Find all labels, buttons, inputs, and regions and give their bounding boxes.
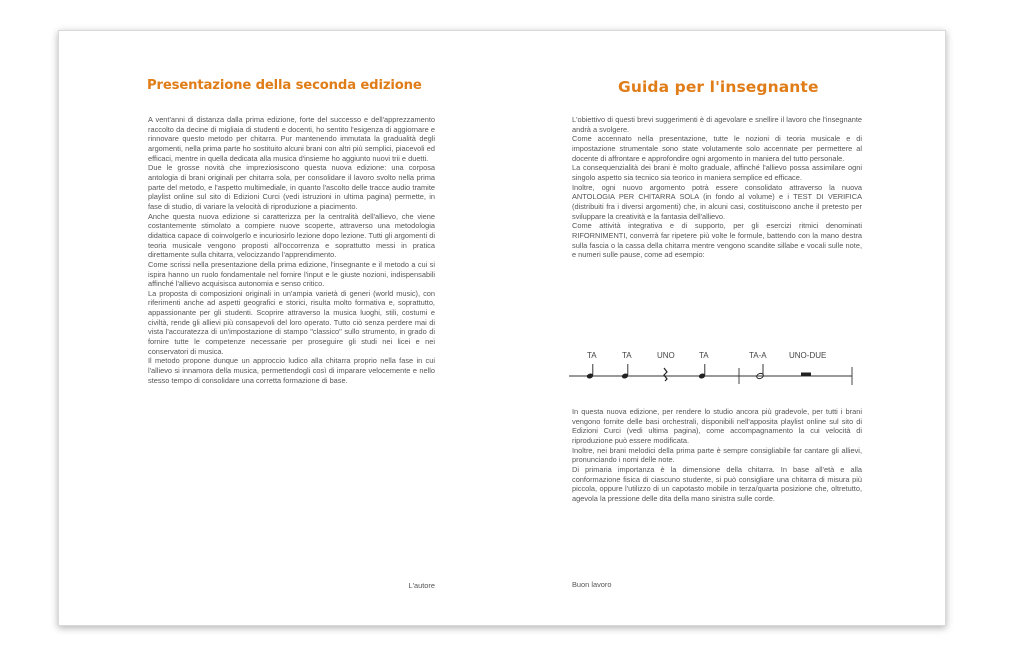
closing-remark: Buon lavoro bbox=[572, 580, 612, 589]
right-paragraph: Inoltre, ogni nuovo argomento potrà essere consolidato attraverso la nuova ANTOLOGIA PER CHITARRA SOLA (in fondo al volume) e i TEST DI VERIFICA (distribuiti fra i diversi argomenti) che, in alcuni casi, costituiscono anche il pretesto per sviluppare la creatività e la fantasia dell'allievo. bbox=[572, 182, 862, 221]
right-paragraph: Come accennato nella presentazione, tutte le nozioni di teoria musicale e di impostazione strumentale sono state volutamente solo accennate per permettere al docente di affrontare e approfondire ogni argomento in maniera del tutto personale. bbox=[572, 134, 862, 163]
left-page-body bbox=[148, 115, 435, 385]
quarter-note bbox=[586, 364, 594, 379]
half-rest bbox=[801, 373, 811, 377]
right-page-body bbox=[572, 115, 862, 260]
left-page-title: Presentazione della seconda edizione bbox=[147, 78, 422, 93]
left-page bbox=[59, 31, 502, 625]
quarter-rest bbox=[664, 368, 667, 381]
left-paragraph: Due le grosse novità che impreziosiscono questa nuova edizione: una corposa antologia di brani originali per chitarra sola, per consolidare il lavoro svolto nella prima parte del metodo, e l'aspetto multimediale, in quanto l'ascolto delle tracce audio tramite playlist online sul sito di Edizioni Curci (vedi istruzioni in ultima pagina) permette, in fase di studio, di variare la velocità di riproduzione a piacimento. bbox=[148, 163, 435, 211]
rhythm-syllable: UNO bbox=[657, 351, 675, 360]
left-paragraph: A vent'anni di distanza dalla prima edizione, forte del successo e dell'apprezzamento raccolto da decine di migliaia di studenti e docenti, ho sentito l'esigenza di aggiornare e rinnovare questo metodo per chitarra. Pur mantenendo immutata la gradualità degli argomenti, nella prima parte ho sostituito alcuni brani con altri più semplici, piacevoli ed efficaci, mentre in quella dedicata alla musica d'insieme ho aggiunto nuovi trii e duetti. bbox=[148, 115, 435, 163]
right-paragraph: Inoltre, nei brani melodici della prima parte è sempre consigliabile far cantare gli allievi, pronunciando i nomi delle note. bbox=[572, 445, 862, 465]
half-note bbox=[756, 364, 764, 380]
right-page-title: Guida per l'insegnante bbox=[618, 78, 819, 96]
rhythm-syllable: TA bbox=[622, 351, 632, 360]
right-paragraph: In questa nuova edizione, per rendere lo studio ancora più gradevole, per tutti i brani vengono fornite delle basi orchestrali, disponibili nell'apposita playlist online sul sito di Edizioni Curci (vedi ultima pagina), come accompagnamento la cui velocità di riproduzione può essere modificata. bbox=[572, 407, 862, 445]
author-signature: L'autore bbox=[408, 581, 435, 590]
book-spread bbox=[58, 30, 946, 626]
right-page bbox=[502, 31, 945, 625]
rhythm-syllable: TA bbox=[587, 351, 597, 360]
right-paragraph: La consequenzialità dei brani è molto graduale, affinché l'allievo possa assimilare ogni singolo aspetto sia tecnico sia teorico in maniera semplice ed efficace. bbox=[572, 163, 862, 182]
rhythm-syllable: TA bbox=[699, 351, 709, 360]
quarter-note bbox=[621, 364, 629, 379]
rhythm-syllable: TA-A bbox=[749, 351, 767, 360]
right-paragraph: Di primaria importanza è la dimensione della chitarra. In base all'età e alla conformazione fisica di ciascuno studente, si può consigliare una chitarra di misura più piccola, oppure l'utilizzo di un capotasto mobile in terza/quarta posizione che, oltretutto, agevola la pressione delle dita della mano sinistra sulle corde. bbox=[572, 464, 862, 503]
left-paragraph: Il metodo propone dunque un approccio ludico alla chitarra proprio nella fase in cui l'allievo si innamora della musica, permettendogli così di imparare velocemente e nello stesso tempo di consolidare una corretta formazione di base. bbox=[148, 356, 435, 385]
left-paragraph: Come scrissi nella presentazione della prima edizione, l'insegnante e il metodo a cui si ispira hanno un ruolo fondamentale nel fornire l'input e le giuste nozioni, indispensabili affinché l'allievo acquisisca autonomia e senso critico. bbox=[148, 259, 435, 289]
left-paragraph: Anche questa nuova edizione si caratterizza per la centralità dell'allievo, che viene costantemente stimolato a compiere nuove scoperte, attraverso una metodologia didattica capace di coinvolgerlo e incuriosirlo lezione dopo lezione. Tutti gli argomenti di teoria musicale vengono proposti all'occorrenza e soprattutto messi in pratica direttamente sulla chitarra, velocizzando l'apprendimento. bbox=[148, 211, 435, 260]
right-paragraph: Come attività integrativa e di supporto, per gli esercizi ritmici denominati RIFORNIMENTI, converrà far ripetere più volte le formule, battendo con la mano destra sulla fascia o la cassa della chitarra mentre vengono scandite sillabe e vocali sulle note, e numeri sulle pause, come ad esempio: bbox=[572, 221, 862, 260]
left-paragraph: La proposta di composizioni originali in un'ampia varietà di generi (world music), con riferimenti anche ad aspetti geografici e storici, risulta molto formativa e, soprattutto, appassionante per gli studenti. Scoprire attraverso la musica luoghi, stili, costumi e civiltà, rende gli allievi più consapevoli del loro operato. Tutto ciò senza perdere mai di vista l'accuratezza di un'impostazione di stampo "classico" sullo strumento, in grado di fornire tutte le competenze necessarie per proseguire gli studi nei licei e nei conservatori di musica. bbox=[148, 288, 435, 356]
rhythm-example bbox=[569, 349, 865, 391]
right-paragraph: L'obiettivo di questi brevi suggerimenti è di agevolare e snellire il lavoro che l'insegnante andrà a svolgere. bbox=[572, 115, 862, 134]
quarter-note bbox=[698, 364, 706, 379]
right-page-body-continued bbox=[572, 407, 862, 504]
rhythm-syllable: UNO-DUE bbox=[789, 351, 827, 360]
